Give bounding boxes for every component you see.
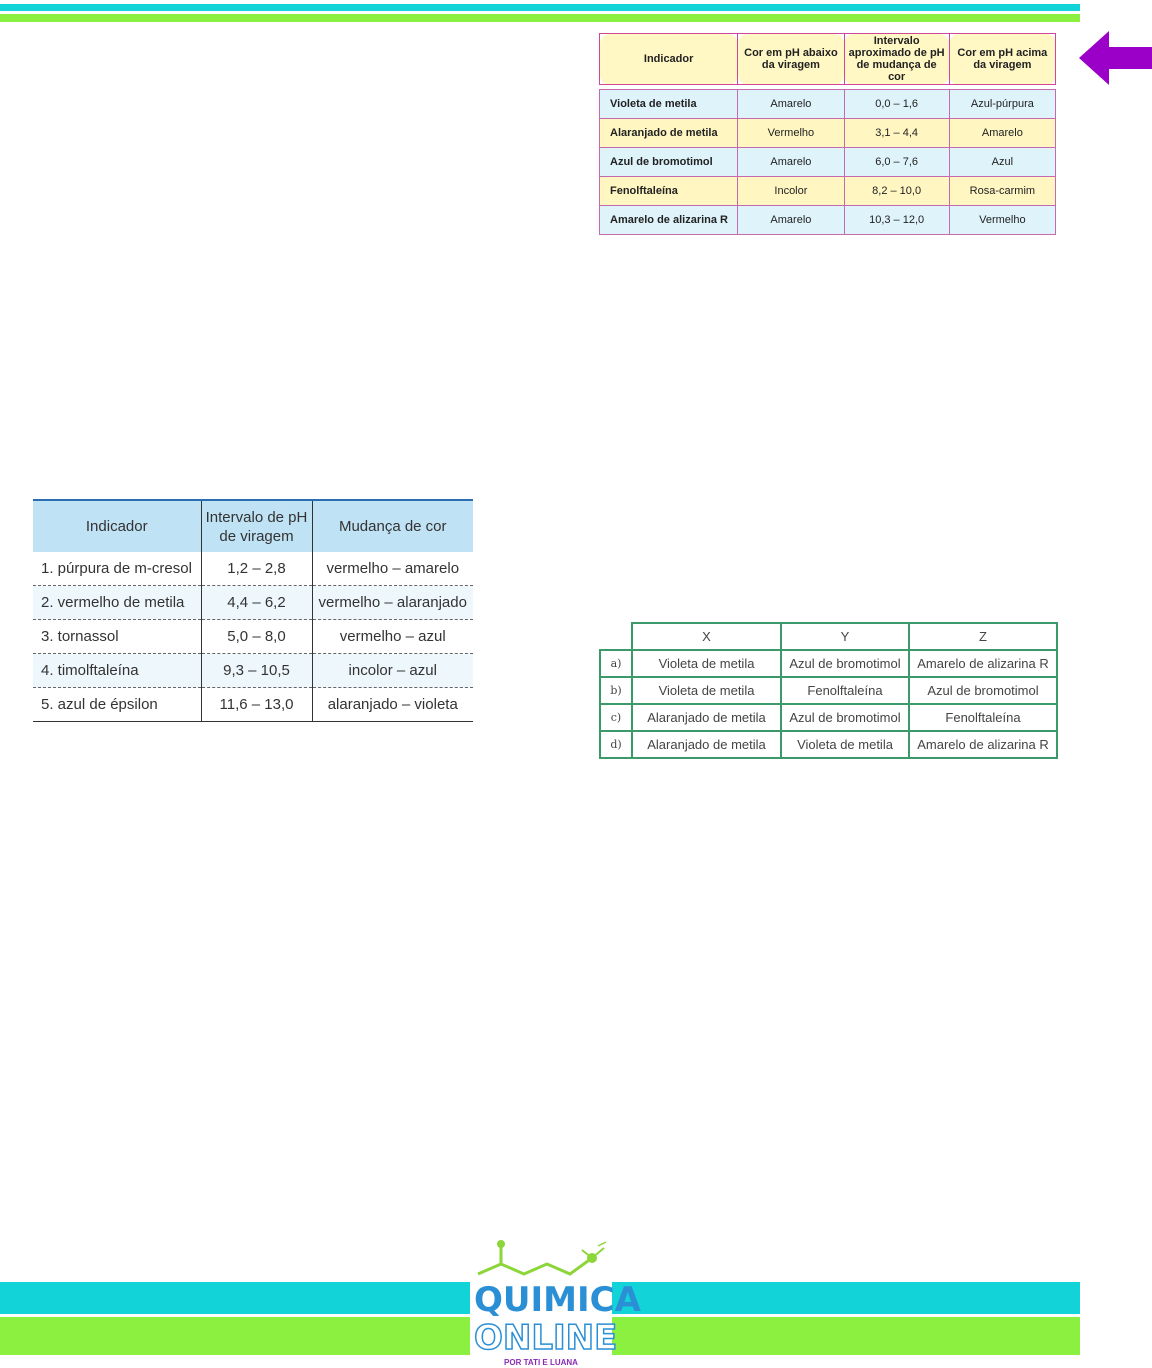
t1-header-above: Cor em pH acima da viragem: [949, 34, 1055, 85]
t1-cell: Amarelo: [949, 119, 1055, 148]
t3-cell: Azul de bromotimol: [781, 650, 909, 677]
t1-header-interval: Intervalo aproximado de pH de mudança de cor: [844, 34, 949, 85]
t3-cell: Alaranjado de metila: [632, 704, 781, 731]
t3-cell: Fenolftaleína: [909, 704, 1057, 731]
t3-header-y: Y: [781, 623, 909, 650]
t1-cell: 0,0 – 1,6: [844, 90, 949, 119]
t3-header-blank: [600, 623, 632, 650]
t2-cell: 3. tornassol: [33, 620, 201, 654]
t2-cell: incolor – azul: [312, 654, 473, 688]
t3-cell: Violeta de metila: [632, 677, 781, 704]
table-row: [33, 654, 473, 688]
t1-cell: Vermelho: [738, 119, 844, 148]
t2-cell: 1,2 – 2,8: [201, 552, 312, 586]
table-row: [600, 206, 1056, 235]
t1-cell: Amarelo: [738, 148, 844, 177]
t2-header-color-change: Mudança de cor: [312, 500, 473, 552]
t3-cell: Alaranjado de metila: [632, 731, 781, 758]
table-row: [33, 688, 473, 722]
indicator-table-ranges: [33, 499, 473, 722]
t1-cell: Vermelho: [949, 206, 1055, 235]
t3-cell: Azul de bromotimol: [909, 677, 1057, 704]
t2-cell: 4,4 – 6,2: [201, 586, 312, 620]
t1-header-below: Cor em pH abaixo da viragem: [738, 34, 844, 85]
logo-tagline: POR TATI E LUANA: [504, 1358, 578, 1367]
table-row: [600, 650, 1057, 677]
table-row: [600, 90, 1056, 119]
t1-header-indicador: Indicador: [600, 34, 738, 85]
top-stripe-green: [0, 14, 1080, 22]
top-stripe-cyan: [0, 4, 1080, 11]
option-label: a): [600, 650, 632, 677]
table-row: [600, 119, 1056, 148]
t3-cell: Violeta de metila: [781, 731, 909, 758]
option-label: d): [600, 731, 632, 758]
table-row: [600, 704, 1057, 731]
option-label: c): [600, 704, 632, 731]
table-row: [33, 586, 473, 620]
t3-cell: Amarelo de alizarina R: [909, 650, 1057, 677]
t3-cell: Azul de bromotimol: [781, 704, 909, 731]
t1-cell: 6,0 – 7,6: [844, 148, 949, 177]
t1-cell: Rosa-carmim: [949, 177, 1055, 206]
t1-cell: Violeta de metila: [600, 90, 738, 119]
t2-cell: 5,0 – 8,0: [201, 620, 312, 654]
t1-cell: Amarelo: [738, 206, 844, 235]
t2-cell: alaranjado – violeta: [312, 688, 473, 722]
t1-cell: 8,2 – 10,0: [844, 177, 949, 206]
t2-cell: vermelho – azul: [312, 620, 473, 654]
t3-cell: Amarelo de alizarina R: [909, 731, 1057, 758]
t2-cell: 2. vermelho de metila: [33, 586, 201, 620]
t2-cell: 5. azul de épsilon: [33, 688, 201, 722]
t1-cell: 3,1 – 4,4: [844, 119, 949, 148]
option-label: b): [600, 677, 632, 704]
t1-cell: Azul de bromotimol: [600, 148, 738, 177]
t1-cell: Azul: [949, 148, 1055, 177]
table-row: [600, 148, 1056, 177]
table-row: [33, 620, 473, 654]
t3-header-z: Z: [909, 623, 1057, 650]
t1-cell: Fenolftaleína: [600, 177, 738, 206]
t1-cell: Azul-púrpura: [949, 90, 1055, 119]
logo-text-online: ONLINE: [474, 1318, 618, 1358]
table-row: [600, 177, 1056, 206]
t2-cell: vermelho – alaranjado: [312, 586, 473, 620]
t1-cell: Amarelo de alizarina R: [600, 206, 738, 235]
t2-cell: 11,6 – 13,0: [201, 688, 312, 722]
t1-cell: 10,3 – 12,0: [844, 206, 949, 235]
table-row: [600, 677, 1057, 704]
t2-header-interval: Intervalo de pH de viragem: [201, 500, 312, 552]
t2-cell: vermelho – amarelo: [312, 552, 473, 586]
t2-cell: 4. timolftaleína: [33, 654, 201, 688]
t2-header-indicador: Indicador: [33, 500, 201, 552]
t3-cell: Violeta de metila: [632, 650, 781, 677]
t2-cell: 1. púrpura de m-cresol: [33, 552, 201, 586]
t2-cell: 9,3 – 10,5: [201, 654, 312, 688]
t1-cell: Incolor: [738, 177, 844, 206]
molecule-icon: [470, 1238, 612, 1284]
quimica-online-logo: [470, 1238, 641, 1368]
indicator-table-colors: [599, 33, 1056, 235]
answer-options-table: [599, 622, 1056, 759]
arrow-left-icon: [1079, 31, 1152, 85]
logo-text-quimica: QUIMICA: [474, 1280, 641, 1320]
t1-cell: Amarelo: [738, 90, 844, 119]
t3-cell: Fenolftaleína: [781, 677, 909, 704]
t1-cell: Alaranjado de metila: [600, 119, 738, 148]
table-row: [33, 552, 473, 586]
t3-header-x: X: [632, 623, 781, 650]
table-row: [600, 731, 1057, 758]
